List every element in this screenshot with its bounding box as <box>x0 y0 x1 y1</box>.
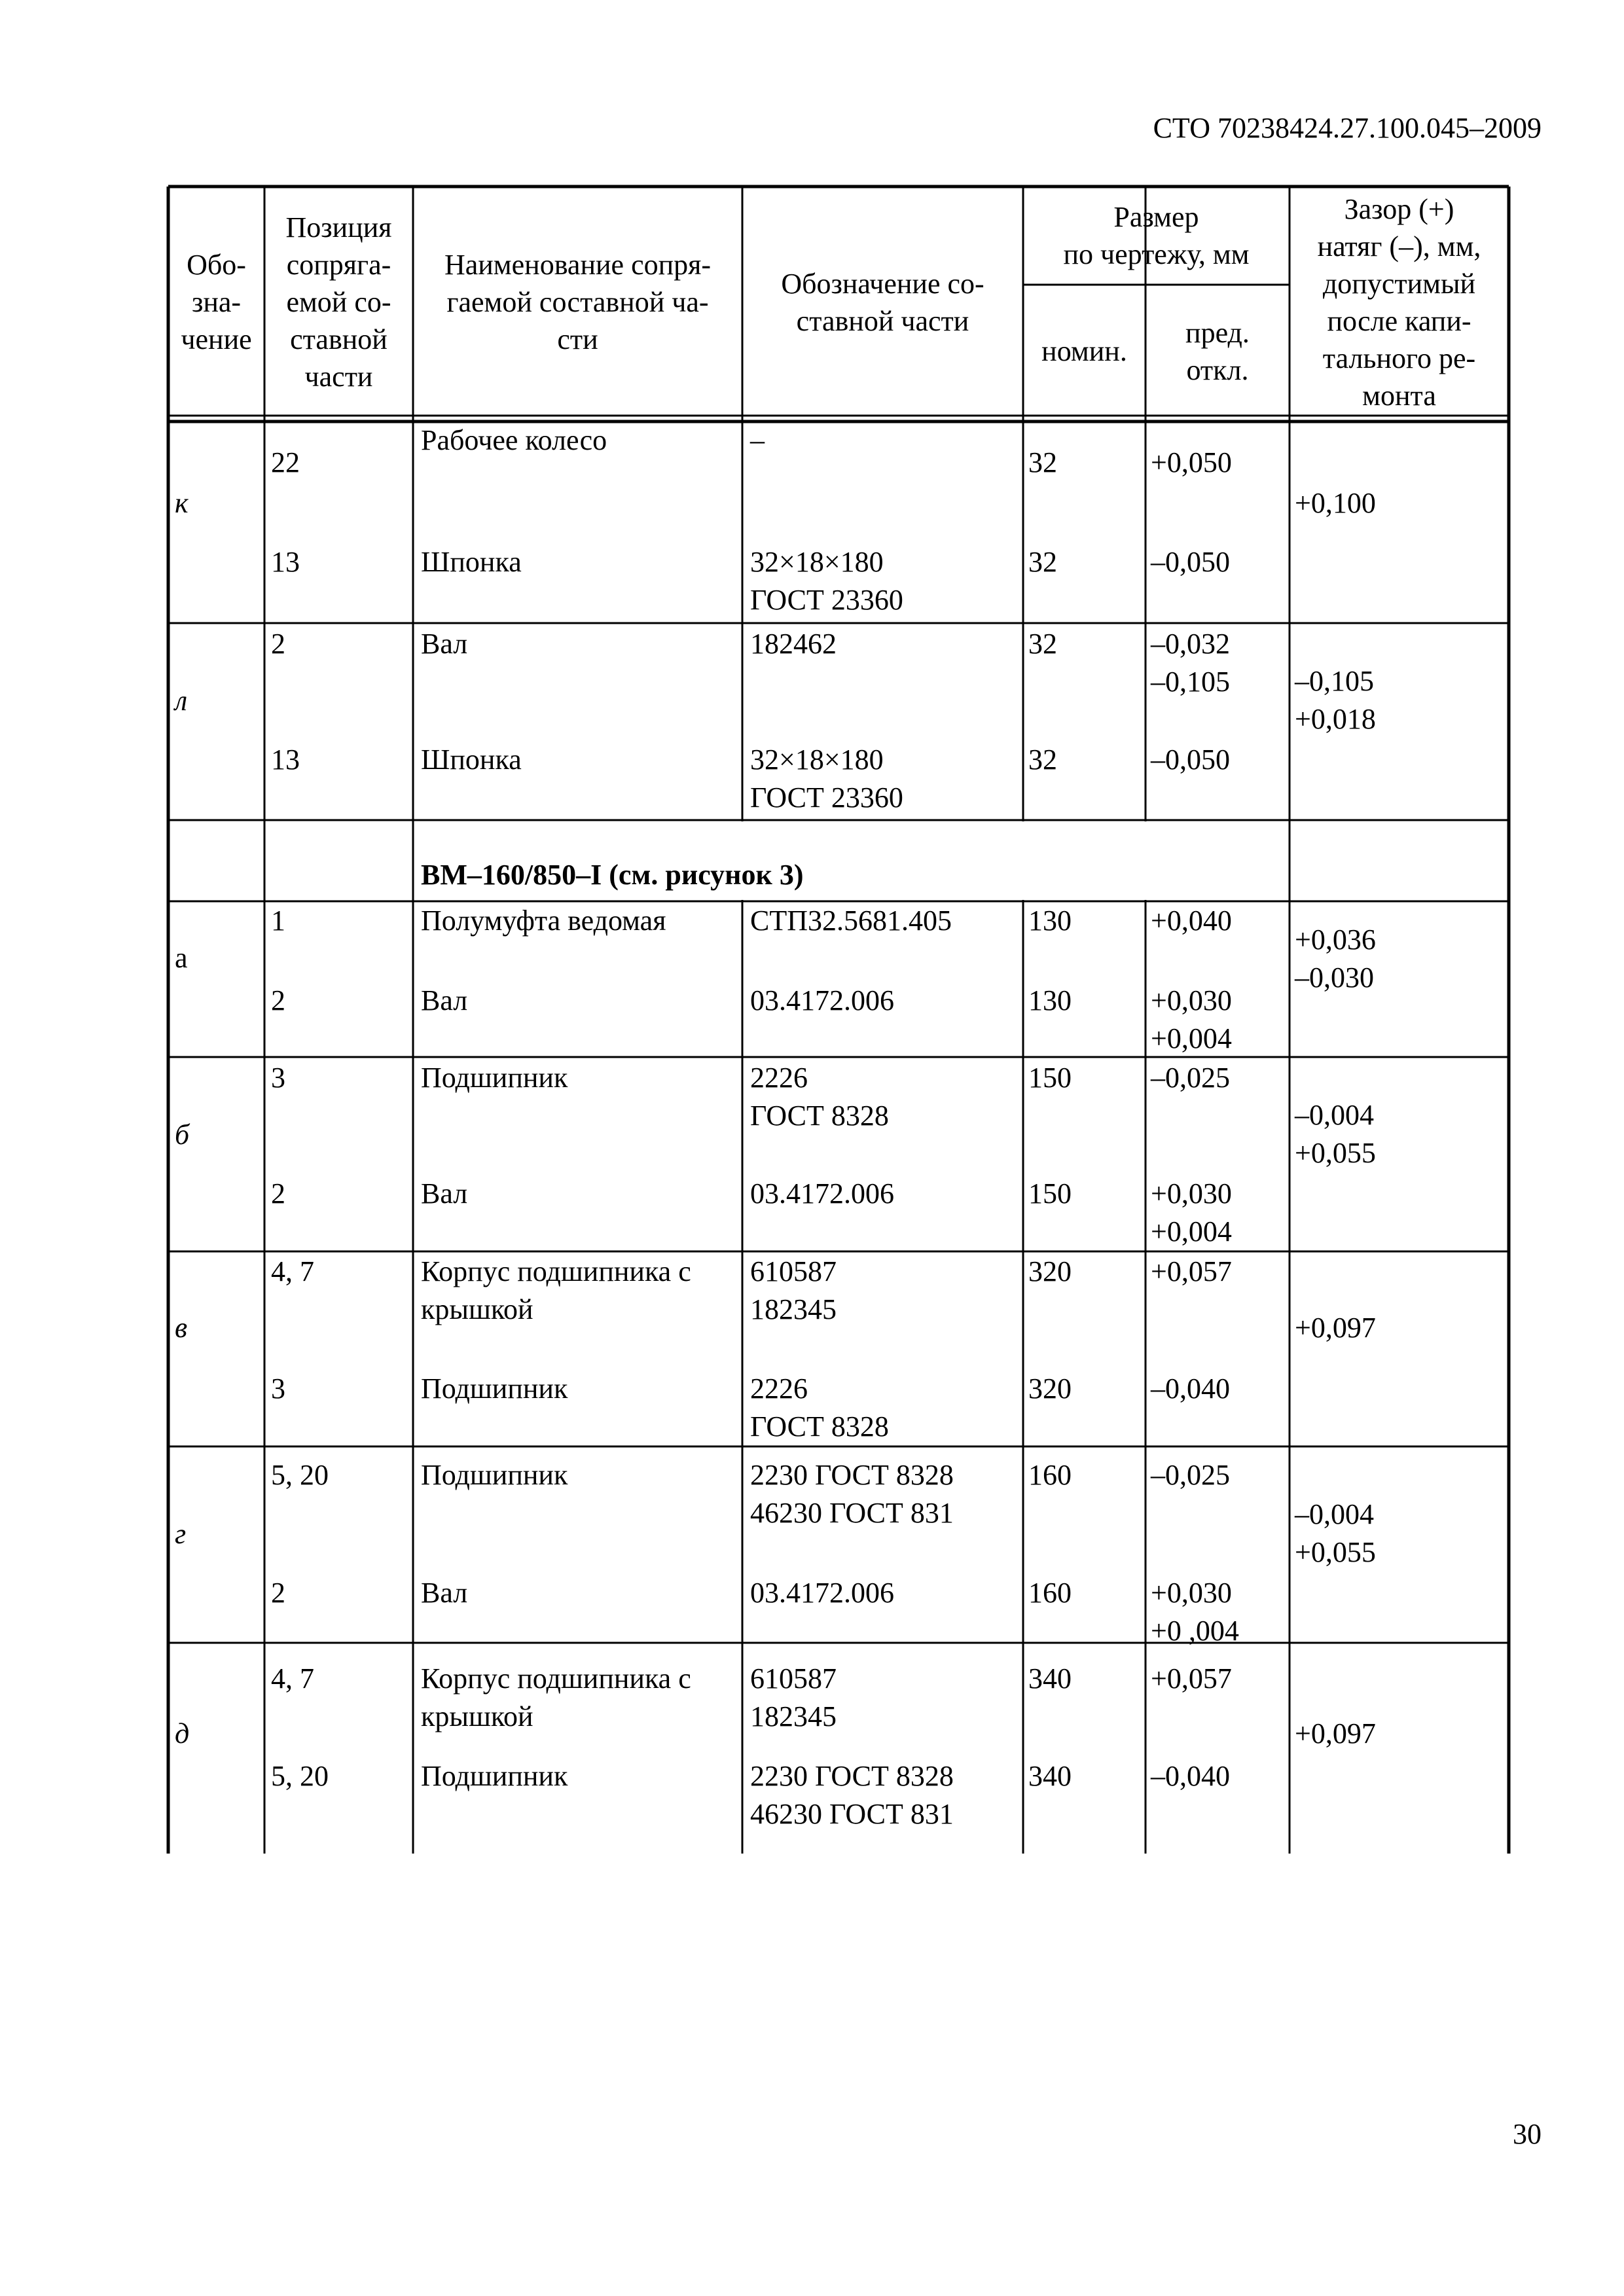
group-zazor: –0,004 +0,055 <box>1295 1099 1376 1169</box>
group-label: в <box>175 1312 188 1344</box>
row-nominal: 130 <box>1028 905 1072 937</box>
header-nomin: номин. <box>1041 335 1127 367</box>
row-name: Корпус подшипника с крышкой <box>421 1255 691 1325</box>
row-deviation: +0,030 +0,004 <box>1151 984 1232 1054</box>
row-name: Корпус подшипника с крышкой <box>421 1662 691 1732</box>
header-naimenovanie: Наименование сопря- гаемой составной ча- сти <box>444 249 712 355</box>
row-designation: 2230 ГОСТ 8328 46230 ГОСТ 831 <box>750 1459 954 1529</box>
row-deviation: –0,025 <box>1151 1062 1230 1094</box>
row-position: 5, 20 <box>271 1459 329 1491</box>
row-position: 3 <box>271 1062 285 1094</box>
page-number: 30 <box>1513 2118 1542 2150</box>
row-designation: 2226 ГОСТ 8328 <box>750 1062 889 1132</box>
row-designation: 03.4172.006 <box>750 1177 894 1210</box>
group-zazor: –0,004 +0,055 <box>1295 1498 1376 1568</box>
row-name: Вал <box>421 1577 468 1609</box>
row-nominal: 160 <box>1028 1577 1072 1609</box>
row-nominal: 32 <box>1028 446 1057 478</box>
row-deviation: +0,050 <box>1151 446 1232 478</box>
row-designation: 32×18×180 ГОСТ 23360 <box>750 546 903 616</box>
row-position: 2 <box>271 984 285 1016</box>
row-position: 1 <box>271 905 285 937</box>
row-deviation: –0,040 <box>1151 1372 1230 1405</box>
row-name: Шпонка <box>421 546 522 578</box>
row-deviation: +0,040 <box>1151 905 1232 937</box>
row-position: 22 <box>271 446 300 478</box>
row-deviation: –0,040 <box>1151 1760 1230 1792</box>
row-designation: 32×18×180 ГОСТ 23360 <box>750 744 903 814</box>
row-name: Вал <box>421 628 468 660</box>
row-designation: – <box>750 424 765 456</box>
row-position: 4, 7 <box>271 1255 314 1287</box>
row-nominal: 320 <box>1028 1255 1072 1287</box>
row-deviation: +0,030 +0,004 <box>1151 1177 1232 1247</box>
row-nominal: 130 <box>1028 984 1072 1016</box>
group-label: к <box>175 487 189 519</box>
group-label: л <box>175 685 188 717</box>
row-position: 2 <box>271 1577 285 1609</box>
row-deviation: +0,057 <box>1151 1662 1232 1695</box>
row-deviation: –0,025 <box>1151 1459 1230 1491</box>
row-nominal: 160 <box>1028 1459 1072 1491</box>
row-name: Вал <box>421 1177 468 1210</box>
row-nominal: 340 <box>1028 1662 1072 1695</box>
group-zazor: +0,036 –0,030 <box>1295 924 1376 994</box>
header-pred-otkl: пред. откл. <box>1185 316 1250 386</box>
row-position: 2 <box>271 1177 285 1210</box>
group-zazor: –0,105 +0,018 <box>1295 665 1376 735</box>
group-label: б <box>175 1119 190 1151</box>
row-nominal: 32 <box>1028 546 1057 578</box>
row-deviation: +0,057 <box>1151 1255 1232 1287</box>
row-designation: 2230 ГОСТ 8328 46230 ГОСТ 831 <box>750 1760 954 1830</box>
group-label: д <box>175 1717 190 1749</box>
row-deviation: +0,030 +0 ,004 <box>1151 1577 1239 1647</box>
row-designation: 610587 182345 <box>750 1255 837 1325</box>
row-name: Подшипник <box>421 1062 568 1094</box>
group-zazor: +0,097 <box>1295 1312 1376 1344</box>
row-designation: 610587 182345 <box>750 1662 837 1732</box>
row-nominal: 150 <box>1028 1177 1072 1210</box>
header-oboznachenie-chasti: Обозначение со- ставной части <box>781 267 984 337</box>
row-nominal: 32 <box>1028 744 1057 776</box>
header-razmer: Размер по чертежу, мм <box>1063 201 1250 270</box>
row-position: 5, 20 <box>271 1760 329 1792</box>
header-poziciya: Позиция сопряга- емой со- ставной части <box>285 211 392 393</box>
row-designation: 03.4172.006 <box>750 1577 894 1609</box>
row-designation: 2226 ГОСТ 8328 <box>750 1372 889 1443</box>
row-name: Шпонка <box>421 744 522 776</box>
row-designation: 03.4172.006 <box>750 984 894 1016</box>
row-position: 4, 7 <box>271 1662 314 1695</box>
section-title: ВМ–160/850–I (см. рисунок 3) <box>421 859 804 891</box>
row-name: Рабочее колесо <box>421 424 607 456</box>
group-zazor: +0,097 <box>1295 1717 1376 1749</box>
row-nominal: 320 <box>1028 1372 1072 1405</box>
row-deviation: –0,050 <box>1151 744 1230 776</box>
row-designation: 182462 <box>750 628 837 660</box>
document-code: СТО 70238424.27.100.045–2009 <box>1153 112 1542 144</box>
row-nominal: 32 <box>1028 628 1057 660</box>
row-position: 2 <box>271 628 285 660</box>
header-oboznachenie: Обо- зна- чение <box>181 249 252 355</box>
group-label: а <box>175 942 188 974</box>
row-deviation: –0,050 <box>1151 546 1230 578</box>
row-position: 13 <box>271 744 300 776</box>
row-name: Подшипник <box>421 1372 568 1405</box>
row-designation: СТП32.5681.405 <box>750 905 952 937</box>
row-nominal: 150 <box>1028 1062 1072 1094</box>
row-nominal: 340 <box>1028 1760 1072 1792</box>
row-name: Полумуфта ведомая <box>421 905 666 937</box>
group-zazor: +0,100 <box>1295 487 1376 519</box>
row-name: Подшипник <box>421 1459 568 1491</box>
group-label: г <box>175 1518 187 1550</box>
row-name: Подшипник <box>421 1760 568 1792</box>
row-name: Вал <box>421 984 468 1016</box>
row-position: 3 <box>271 1372 285 1405</box>
row-position: 13 <box>271 546 300 578</box>
header-zazor: Зазор (+) натяг (–), мм, допустимый после капи- тального ре- монта <box>1317 192 1481 412</box>
row-deviation: –0,032 –0,105 <box>1151 628 1230 698</box>
